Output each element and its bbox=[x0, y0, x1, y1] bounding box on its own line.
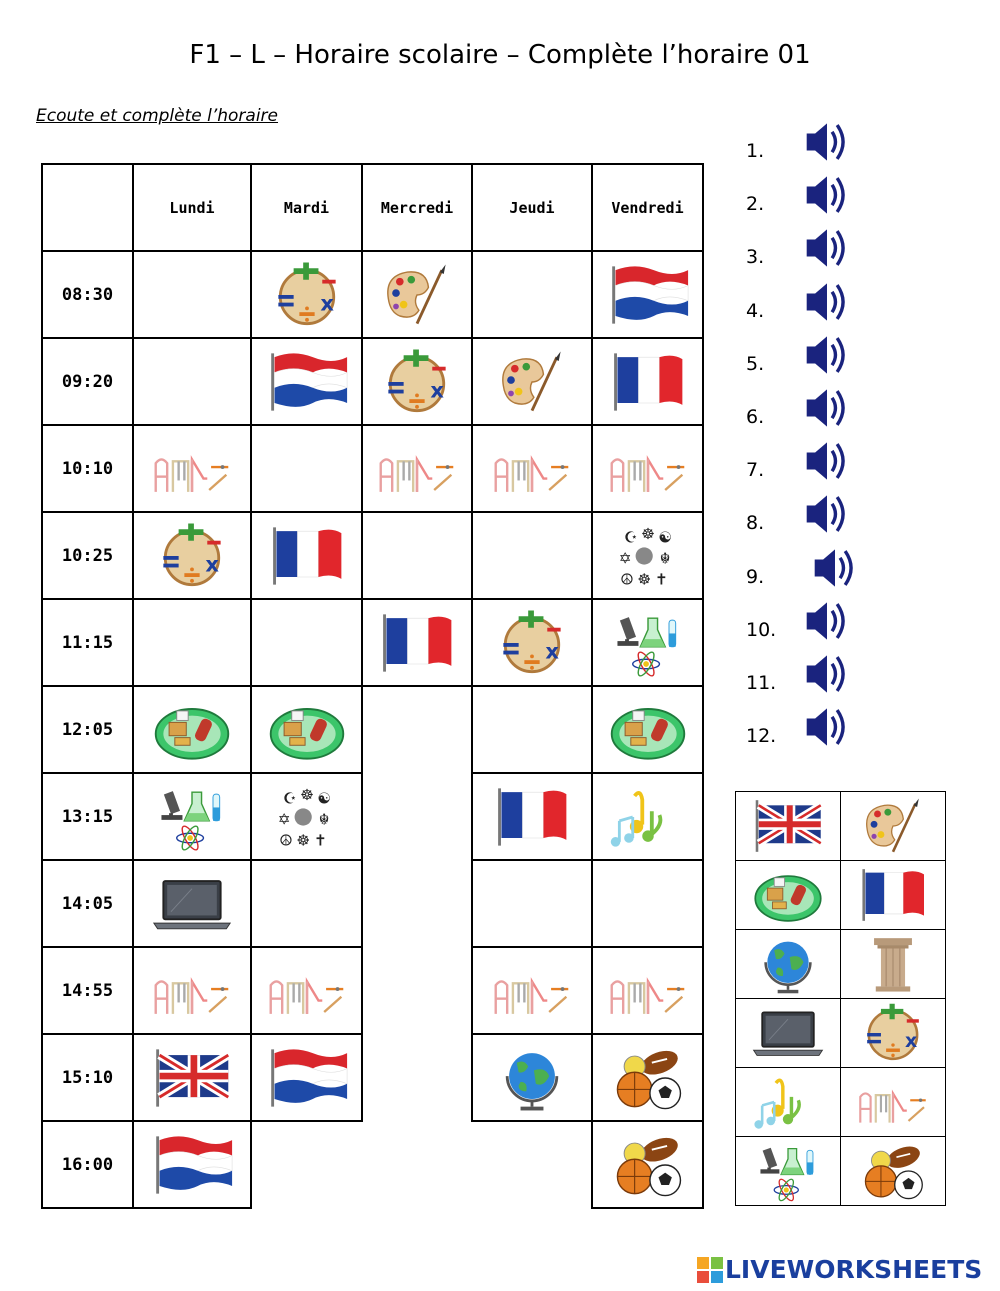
lunch-icon bbox=[265, 694, 349, 766]
column-icon bbox=[855, 933, 931, 995]
time-cell: 16:00 bbox=[42, 1121, 133, 1208]
audio-number: 7. bbox=[746, 459, 765, 482]
table-row bbox=[42, 425, 703, 512]
table-row bbox=[42, 686, 703, 773]
subject-cell bbox=[472, 1034, 592, 1121]
time-cell: 13:15 bbox=[42, 773, 133, 860]
sports-balls-icon bbox=[606, 1129, 690, 1201]
palette-icon bbox=[490, 346, 574, 418]
table-row bbox=[42, 773, 703, 860]
table-row bbox=[42, 512, 703, 599]
draggable-icon-tile[interactable] bbox=[736, 792, 841, 861]
table-row bbox=[42, 947, 703, 1034]
table-row bbox=[42, 338, 703, 425]
subject-cell bbox=[251, 512, 362, 599]
speaker-icon[interactable] bbox=[810, 546, 860, 590]
time-cell: 15:10 bbox=[42, 1034, 133, 1121]
draggable-icon-tile[interactable] bbox=[736, 999, 841, 1068]
playground-icon bbox=[265, 955, 349, 1027]
svg-text:☸: ☸ bbox=[640, 524, 655, 543]
time-cell: 12:05 bbox=[42, 686, 133, 773]
draggable-icon-tile[interactable] bbox=[841, 1137, 946, 1206]
legend-row bbox=[736, 792, 946, 861]
audio-number: 8. bbox=[746, 512, 765, 535]
audio-number: 5. bbox=[746, 352, 765, 375]
svg-text:☬: ☬ bbox=[659, 549, 671, 568]
subject-cell bbox=[472, 338, 592, 425]
svg-text:☬: ☬ bbox=[318, 810, 330, 829]
svg-text:✡: ✡ bbox=[277, 810, 290, 829]
draggable-icon-tile[interactable] bbox=[736, 930, 841, 999]
palette-icon bbox=[855, 795, 931, 857]
subject-cell bbox=[251, 1034, 362, 1121]
instruction-subtitle: Ecoute et complète l’horaire bbox=[36, 106, 279, 126]
time-cell: 10:25 bbox=[42, 512, 133, 599]
subject-cell bbox=[592, 686, 703, 773]
svg-text:☸: ☸ bbox=[636, 570, 651, 589]
subject-cell bbox=[133, 947, 251, 1034]
draggable-icon-tile[interactable] bbox=[736, 1068, 841, 1137]
subject-cell bbox=[362, 425, 472, 512]
math-icon bbox=[265, 259, 349, 331]
blank-drop-cell[interactable] bbox=[472, 251, 592, 338]
french-flag-icon bbox=[606, 346, 690, 418]
dutch-flag-icon bbox=[265, 346, 349, 418]
svg-text:☯: ☯ bbox=[657, 528, 672, 547]
time-cell: 08:30 bbox=[42, 251, 133, 338]
svg-text:☯: ☯ bbox=[316, 789, 331, 808]
day-header: Mardi bbox=[251, 164, 362, 251]
playground-icon bbox=[855, 1071, 931, 1133]
laptop-icon bbox=[750, 1002, 826, 1064]
subject-cell bbox=[133, 773, 251, 860]
math-icon bbox=[490, 607, 574, 679]
audio-number: 4. bbox=[746, 299, 765, 322]
no-class-cell bbox=[362, 947, 472, 1034]
legend-row bbox=[736, 999, 946, 1068]
svg-text:x: x bbox=[430, 377, 444, 402]
no-class-cell bbox=[362, 1034, 472, 1121]
legend-row bbox=[736, 1137, 946, 1206]
no-class-cell bbox=[362, 773, 472, 860]
legend-row bbox=[736, 861, 946, 930]
subject-cell bbox=[592, 1121, 703, 1208]
science-icon bbox=[750, 1140, 826, 1202]
draggable-icon-tile[interactable] bbox=[736, 861, 841, 930]
svg-text:☪: ☪ bbox=[623, 528, 638, 547]
science-icon bbox=[606, 607, 690, 679]
audio-number: 6. bbox=[746, 406, 765, 428]
french-flag-icon bbox=[375, 607, 459, 679]
french-flag-icon bbox=[265, 520, 349, 592]
math-icon bbox=[150, 520, 234, 592]
religions-icon bbox=[606, 520, 690, 592]
subject-cell bbox=[362, 599, 472, 686]
svg-text:✝: ✝ bbox=[654, 570, 668, 589]
svg-text:☮: ☮ bbox=[619, 570, 634, 589]
table-row bbox=[42, 860, 703, 947]
table-row bbox=[42, 1034, 703, 1121]
table-row bbox=[42, 1121, 703, 1208]
subject-cell bbox=[472, 773, 592, 860]
speaker-icon[interactable] bbox=[802, 333, 852, 377]
blank-drop-cell[interactable] bbox=[133, 251, 251, 338]
legend-row bbox=[736, 1068, 946, 1137]
logo-text: LIVEWORKSHEETS bbox=[725, 1255, 983, 1284]
draggable-icon-tile[interactable] bbox=[841, 999, 946, 1068]
day-header: Lundi bbox=[133, 164, 251, 251]
audio-number: 9. bbox=[746, 565, 765, 588]
playground-icon bbox=[490, 433, 574, 505]
subject-cell bbox=[362, 251, 472, 338]
subject-cell bbox=[251, 773, 362, 860]
math-icon bbox=[855, 1002, 931, 1064]
science-icon bbox=[150, 781, 234, 853]
speaker-icon[interactable] bbox=[802, 120, 852, 164]
svg-text:✝: ✝ bbox=[313, 831, 327, 850]
svg-text:x: x bbox=[545, 638, 559, 663]
lunch-icon bbox=[750, 864, 826, 926]
sports-balls-icon bbox=[606, 1042, 690, 1114]
liveworksheets-logo-icon bbox=[697, 1257, 723, 1283]
blank-drop-cell[interactable] bbox=[251, 425, 362, 512]
svg-text:☸: ☸ bbox=[295, 831, 310, 850]
svg-text:x: x bbox=[905, 1029, 918, 1052]
draggable-icon-tile[interactable] bbox=[841, 1068, 946, 1137]
time-cell: 14:05 bbox=[42, 860, 133, 947]
no-class-cell bbox=[362, 1121, 472, 1208]
time-cell: 11:15 bbox=[42, 599, 133, 686]
subject-cell bbox=[133, 860, 251, 947]
subject-cell bbox=[133, 1034, 251, 1121]
svg-text:✡: ✡ bbox=[618, 549, 631, 568]
music-icon bbox=[750, 1071, 826, 1133]
religions-icon bbox=[265, 781, 349, 853]
time-cell: 10:10 bbox=[42, 425, 133, 512]
svg-text:☮: ☮ bbox=[278, 831, 293, 850]
blank-drop-cell[interactable] bbox=[362, 512, 472, 599]
audio-number: 11. bbox=[746, 672, 777, 694]
subject-cell bbox=[251, 251, 362, 338]
subject-cell bbox=[133, 1121, 251, 1208]
subject-cell bbox=[592, 947, 703, 1034]
dutch-flag-icon bbox=[606, 259, 690, 331]
subject-cell bbox=[592, 773, 703, 860]
subject-cell bbox=[251, 686, 362, 773]
subject-cell bbox=[362, 338, 472, 425]
playground-icon bbox=[606, 433, 690, 505]
subject-cell bbox=[472, 947, 592, 1034]
subject-cell bbox=[592, 425, 703, 512]
blank-drop-cell[interactable] bbox=[251, 599, 362, 686]
table-row bbox=[42, 251, 703, 338]
corner-cell bbox=[42, 164, 133, 251]
uk-flag-icon bbox=[750, 795, 826, 857]
draggable-icon-tile[interactable] bbox=[736, 1137, 841, 1206]
time-cell: 09:20 bbox=[42, 338, 133, 425]
time-cell: 14:55 bbox=[42, 947, 133, 1034]
uk-flag-icon bbox=[150, 1042, 234, 1114]
globe-icon bbox=[750, 933, 826, 995]
draggable-icon-tile[interactable] bbox=[841, 792, 946, 861]
dutch-flag-icon bbox=[265, 1042, 349, 1114]
blank-drop-cell[interactable] bbox=[472, 686, 592, 773]
dutch-flag-icon bbox=[150, 1129, 234, 1201]
speaker-icon[interactable] bbox=[802, 226, 852, 270]
playground-icon bbox=[150, 955, 234, 1027]
day-header: Vendredi bbox=[592, 164, 703, 251]
speaker-icon[interactable] bbox=[802, 173, 852, 217]
legend-icon-bank bbox=[735, 791, 946, 1206]
day-header: Jeudi bbox=[472, 164, 592, 251]
subject-cell bbox=[133, 686, 251, 773]
blank-drop-cell[interactable] bbox=[472, 512, 592, 599]
draggable-icon-tile[interactable] bbox=[841, 861, 946, 930]
blank-drop-cell[interactable] bbox=[133, 338, 251, 425]
subject-cell bbox=[133, 425, 251, 512]
svg-text:x: x bbox=[319, 290, 334, 315]
audio-number: 2. bbox=[746, 193, 765, 216]
audio-number: 1. bbox=[746, 140, 765, 162]
no-class-cell bbox=[472, 1121, 592, 1208]
music-icon bbox=[606, 781, 690, 853]
subject-cell bbox=[251, 338, 362, 425]
playground-icon bbox=[606, 955, 690, 1027]
lunch-icon bbox=[606, 694, 690, 766]
playground-icon bbox=[490, 955, 574, 1027]
speaker-icon[interactable] bbox=[802, 439, 852, 483]
speaker-icon[interactable] bbox=[802, 280, 852, 324]
speaker-icon[interactable] bbox=[802, 705, 852, 749]
table-row bbox=[42, 599, 703, 686]
header-row bbox=[42, 164, 703, 251]
audio-number: 10. bbox=[746, 618, 777, 641]
speaker-icon[interactable] bbox=[802, 386, 852, 430]
no-class-cell bbox=[362, 686, 472, 773]
speaker-icon[interactable] bbox=[802, 492, 852, 536]
no-class-cell bbox=[362, 860, 472, 947]
subject-cell bbox=[592, 512, 703, 599]
speaker-icon[interactable] bbox=[802, 599, 852, 643]
subject-cell bbox=[472, 599, 592, 686]
playground-icon bbox=[150, 433, 234, 505]
subject-cell bbox=[592, 1034, 703, 1121]
audio-number: 3. bbox=[746, 246, 765, 269]
subject-cell bbox=[251, 947, 362, 1034]
subject-cell bbox=[592, 599, 703, 686]
draggable-icon-tile[interactable] bbox=[841, 930, 946, 999]
playground-icon bbox=[375, 433, 459, 505]
sports-balls-icon bbox=[855, 1140, 931, 1202]
day-header: Mercredi bbox=[362, 164, 472, 251]
audio-number: 12. bbox=[746, 725, 777, 748]
subject-cell bbox=[592, 251, 703, 338]
blank-drop-cell[interactable] bbox=[472, 860, 592, 947]
liveworksheets-logo bbox=[697, 1255, 982, 1284]
math-icon bbox=[375, 346, 459, 418]
svg-text:x: x bbox=[205, 551, 219, 576]
page-title: F1 – L – Horaire scolaire – Complète l’horaire 01 bbox=[189, 40, 811, 70]
blank-drop-cell[interactable] bbox=[251, 860, 362, 947]
no-class-cell bbox=[251, 1121, 362, 1208]
french-flag-icon bbox=[490, 781, 574, 853]
svg-text:☪: ☪ bbox=[282, 789, 297, 808]
timetable bbox=[41, 163, 704, 1209]
subject-cell bbox=[592, 338, 703, 425]
lunch-icon bbox=[150, 694, 234, 766]
laptop-icon bbox=[150, 868, 234, 940]
subject-cell bbox=[133, 512, 251, 599]
palette-icon bbox=[375, 259, 459, 331]
globe-icon bbox=[490, 1042, 574, 1114]
blank-drop-cell[interactable] bbox=[592, 860, 703, 947]
subject-cell bbox=[472, 425, 592, 512]
speaker-icon[interactable] bbox=[802, 652, 852, 696]
legend-row bbox=[736, 930, 946, 999]
svg-text:☸: ☸ bbox=[299, 785, 314, 804]
french-flag-icon bbox=[855, 864, 931, 926]
blank-drop-cell[interactable] bbox=[133, 599, 251, 686]
